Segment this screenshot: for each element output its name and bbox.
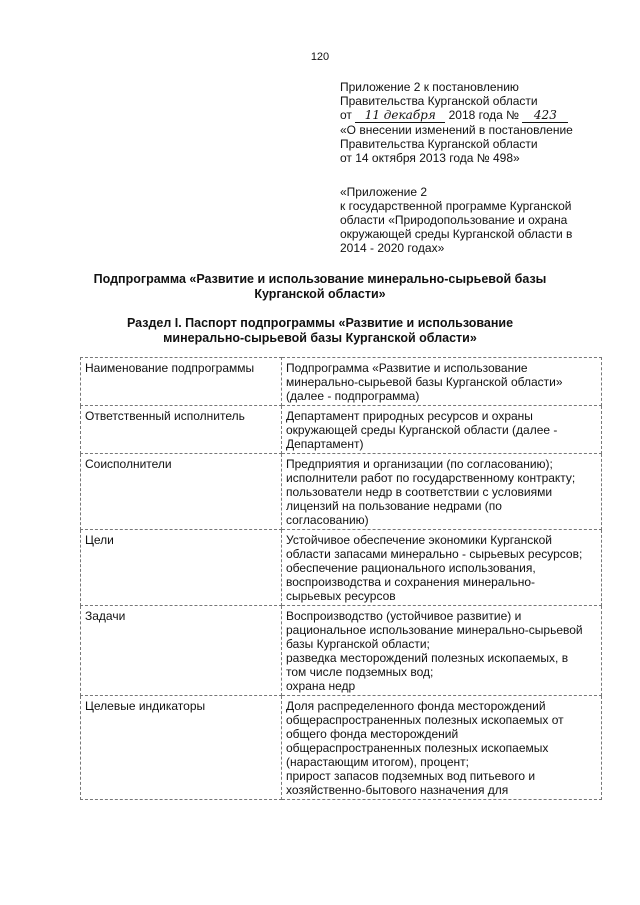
row-value-line: (нарастающим итогом), процент; bbox=[286, 755, 469, 769]
row-value-line: лицензий на пользование недрами (по bbox=[286, 499, 502, 513]
row-value-line: том числе подземных вод; bbox=[286, 665, 434, 679]
appendix-line-4: «О внесении изменений в постановление bbox=[340, 123, 573, 137]
row-value bbox=[282, 606, 602, 696]
appendix2-line: «Приложение 2 bbox=[340, 185, 428, 199]
table-row bbox=[81, 358, 602, 406]
appendix2-line: окружающей среды Курганской области в bbox=[340, 227, 573, 241]
row-value-line: разведка месторождений полезных ископаемых, в bbox=[286, 651, 569, 665]
appendix-line-2: Правительства Курганской области bbox=[340, 94, 538, 108]
appendix-date-line bbox=[340, 108, 630, 123]
table-row bbox=[81, 530, 602, 606]
row-value-line: общераспространенных полезных ископаемых bbox=[286, 741, 549, 755]
row-label: Цели bbox=[81, 530, 282, 606]
handwritten-date: 11 декабря bbox=[355, 108, 445, 123]
appendix-header bbox=[340, 80, 630, 165]
table-row bbox=[81, 606, 602, 696]
row-value-line: общераспространенных полезных ископаемых от bbox=[286, 713, 564, 727]
row-value bbox=[282, 454, 602, 530]
row-value-line: области запасами минерально - сырьевых ресурсов; bbox=[286, 547, 583, 561]
row-value-line: сырьевых ресурсов bbox=[286, 589, 396, 603]
row-value-line: общего фонда месторождений bbox=[286, 727, 459, 741]
row-value-line: рациональное использование минерально-сырьевой bbox=[286, 623, 583, 637]
date-prefix: от bbox=[340, 108, 352, 122]
table-row bbox=[81, 406, 602, 454]
row-value bbox=[282, 406, 602, 454]
row-value-line: Воспроизводство (устойчивое развитие) и bbox=[286, 609, 522, 623]
row-value-line: Департамент) bbox=[286, 437, 364, 451]
row-value-line: согласованию) bbox=[286, 513, 369, 527]
year-text: 2018 года № bbox=[448, 108, 520, 122]
appendix-line-6: от 14 октября 2013 года № 498» bbox=[340, 151, 520, 165]
subprogram-title-line-2: Курганской области» bbox=[254, 287, 386, 301]
row-value-line: Подпрограмма «Развитие и использование bbox=[286, 361, 528, 375]
row-value-line: Департамент природных ресурсов и охраны bbox=[286, 409, 533, 423]
row-value-line: хозяйственно-бытового назначения для bbox=[286, 783, 509, 797]
section-title bbox=[40, 316, 600, 346]
row-label: Задачи bbox=[81, 606, 282, 696]
row-value-line: минерально-сырьевой базы Курганской области» bbox=[286, 375, 563, 389]
row-label: Целевые индикаторы bbox=[81, 696, 282, 800]
row-value-line: окружающей среды Курганской области (далее - bbox=[286, 423, 558, 437]
row-value-line: пользователи недр в соответствии с условиями bbox=[286, 485, 553, 499]
appendix-line-1: Приложение 2 к постановлению bbox=[340, 80, 519, 94]
row-value-line: обеспечение рационального использования, bbox=[286, 561, 536, 575]
row-value-line: прирост запасов подземных вод питьевого и bbox=[286, 769, 536, 783]
row-value-line: воспроизводства и сохранения минерально- bbox=[286, 575, 536, 589]
row-value-line: Устойчивое обеспечение экономики Курганской bbox=[286, 533, 552, 547]
subprogram-title bbox=[40, 272, 600, 302]
row-label: Ответственный исполнитель bbox=[81, 406, 282, 454]
section-title-line-1: Раздел I. Паспорт подпрограммы «Развитие и использование bbox=[126, 316, 514, 330]
row-value-line: (далее - подпрограмма) bbox=[286, 389, 420, 403]
appendix2-line: области «Природопользование и охрана bbox=[340, 213, 568, 227]
page-number: 120 bbox=[310, 51, 330, 63]
appendix-line-5: Правительства Курганской области bbox=[340, 137, 538, 151]
row-value-line: Доля распределенного фонда месторождений bbox=[286, 699, 546, 713]
row-value bbox=[282, 530, 602, 606]
table-row bbox=[81, 454, 602, 530]
appendix-block-2 bbox=[340, 185, 630, 255]
passport-table bbox=[80, 357, 602, 800]
row-label: Наименование подпрограммы bbox=[81, 358, 282, 406]
handwritten-number: 423 bbox=[522, 108, 568, 123]
row-label: Соисполнители bbox=[81, 454, 282, 530]
appendix2-line: к государственной программе Курганской bbox=[340, 199, 572, 213]
table-row bbox=[81, 696, 602, 800]
subprogram-title-line-1: Подпрограмма «Развитие и использование минерально-сырьевой базы bbox=[93, 272, 547, 286]
section-title-line-2: минерально-сырьевой базы Курганской области» bbox=[163, 331, 477, 345]
appendix2-line: 2014 - 2020 годах» bbox=[340, 241, 445, 255]
row-value bbox=[282, 696, 602, 800]
row-value-line: базы Курганской области; bbox=[286, 637, 430, 651]
row-value bbox=[282, 358, 602, 406]
row-value-line: исполнители работ по государственному контракту; bbox=[286, 471, 576, 485]
row-value-line: охрана недр bbox=[286, 679, 356, 693]
row-value-line: Предприятия и организации (по согласованию); bbox=[286, 457, 553, 471]
